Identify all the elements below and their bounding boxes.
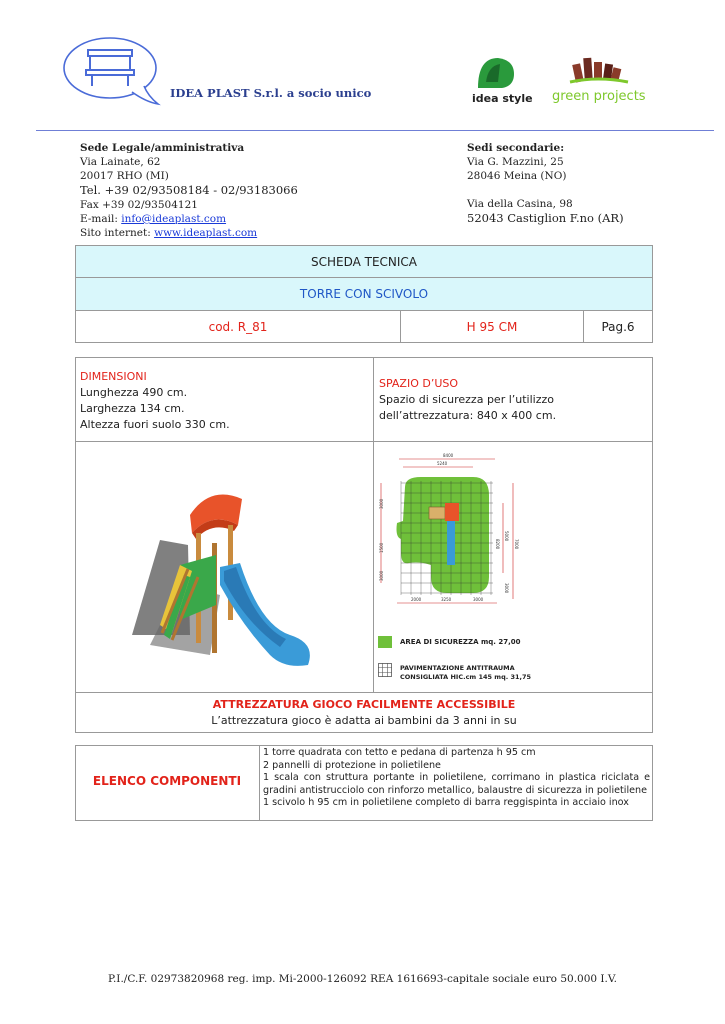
row-divider-1: [75, 441, 653, 442]
dimension-width: Larghezza 134 cm.: [80, 402, 185, 415]
component-item: 2 pannelli di protezione in polietilene: [263, 759, 441, 771]
dimension-length: Lunghezza 490 cm.: [80, 386, 188, 399]
plan-dim-left2: 1500: [379, 542, 384, 553]
plan-dim-top: 8400: [443, 453, 454, 458]
sheet-header-table: [75, 245, 653, 343]
legend-green-swatch: [378, 636, 392, 648]
plan-dim-bottom1: 2000: [411, 597, 422, 602]
idea-style-logo: [468, 52, 533, 110]
component-item: 1 scala con struttura portante in polietilene, corrimano in plastica riciclata e gradini antistrucciolo con rinforzo metallico, balaustre di sicurezza in polietilene: [263, 772, 650, 796]
secondary-title: Sedi secondarie:: [467, 142, 565, 154]
secondary-street1: Via G. Mazzini, 25: [467, 156, 564, 168]
space-block: [379, 376, 647, 424]
secondary-address: [467, 141, 624, 226]
safety-area-plan: [377, 453, 517, 608]
dimensions-label: DIMENSIONI: [80, 370, 147, 383]
legal-address: [80, 141, 298, 240]
playground-tower-image: [120, 485, 340, 680]
green-projects-text: green projects: [552, 89, 646, 104]
secondary-street2: Via della Casina, 98: [467, 198, 573, 210]
website-link[interactable]: www.ideaplast.com: [154, 227, 258, 239]
product-code: cod. R_81: [76, 311, 401, 343]
plan-dim-right1: 5000: [504, 531, 509, 542]
legal-fax: Fax +39 02/93504121: [80, 199, 198, 211]
component-item: 1 torre quadrata con tetto e pedana di partenza h 95 cm: [263, 747, 536, 758]
legal-city: 20017 RHO (MI): [80, 170, 169, 182]
legend-grid-swatch: [378, 663, 392, 677]
legend-area: AREA DI SICUREZZA mq. 27,00: [400, 638, 521, 646]
space-label: SPAZIO D’USO: [379, 377, 459, 390]
legend-pavement: [400, 664, 531, 682]
legend-pav2: CONSIGLIATA HIC.cm 145 mq. 31,75: [400, 673, 532, 681]
dimensions-block: [80, 369, 230, 433]
col-divider: [373, 357, 374, 693]
product-height: H 95 CM: [401, 311, 584, 343]
plan-dim-top2: 5240: [437, 461, 448, 466]
access-title: ATTREZZATURA GIOCO FACILMENTE ACCESSIBILE: [212, 698, 516, 711]
header-divider: [36, 130, 714, 131]
idea-style-text: idea style: [472, 92, 533, 105]
row-divider-2: [75, 692, 653, 693]
dimension-height: Altezza fuori suolo 330 cm.: [80, 418, 230, 431]
plan-dim-left1: 3000: [379, 498, 384, 509]
plan-dim-right4: 3000: [504, 583, 509, 594]
plan-dim-right2: 8200: [495, 539, 500, 550]
legal-street: Via Lainate, 62: [80, 156, 161, 168]
page-number: Pag.6: [584, 311, 653, 343]
component-item: 1 scivolo h 95 cm in polietilene completo di barra reggispinta in acciaio inox: [263, 797, 629, 809]
legal-email-label: E-mail:: [80, 213, 122, 225]
plan-dim-right3: 7000: [514, 539, 519, 550]
email-link[interactable]: info@ideaplast.com: [121, 213, 227, 225]
legal-tel: Tel. +39 02/93508184 - 02/93183066: [80, 183, 298, 197]
footer-legal: P.I./C.F. 02973820968 reg. imp. Mi-2000-126092 REA 1616693-capitale sociale euro 50.000 I.V.: [108, 973, 617, 985]
company-name: IDEA PLAST S.r.l. a socio unico: [170, 86, 372, 100]
components-list: [263, 747, 650, 810]
plan-dim-bottom3: 3000: [473, 597, 484, 602]
legal-site-label: Sito internet:: [80, 227, 155, 239]
green-projects-logo: [548, 56, 654, 106]
access-desc: L’attrezzatura gioco è adatta ai bambini da 3 anni in su: [211, 714, 517, 727]
secondary-city2: 52043 Castiglion F.no (AR): [467, 211, 624, 225]
space-desc: Spazio di sicurezza per l’utilizzo dell’attrezzatura: 840 x 400 cm.: [379, 393, 557, 422]
company-logo: [62, 36, 160, 106]
plan-dim-left3: 3000: [379, 570, 384, 581]
sheet-title: SCHEDA TECNICA: [76, 246, 653, 278]
secondary-city1: 28046 Meina (NO): [467, 170, 567, 182]
legend-pav1: PAVIMENTAZIONE ANTITRAUMA: [400, 664, 515, 672]
components-divider: [259, 745, 260, 821]
product-name: TORRE CON SCIVOLO: [76, 278, 653, 311]
plan-dim-bottom2: 3250: [441, 597, 452, 602]
components-label: ELENCO COMPONENTI: [92, 774, 242, 788]
legal-title: Sede Legale/amministrativa: [80, 142, 245, 154]
